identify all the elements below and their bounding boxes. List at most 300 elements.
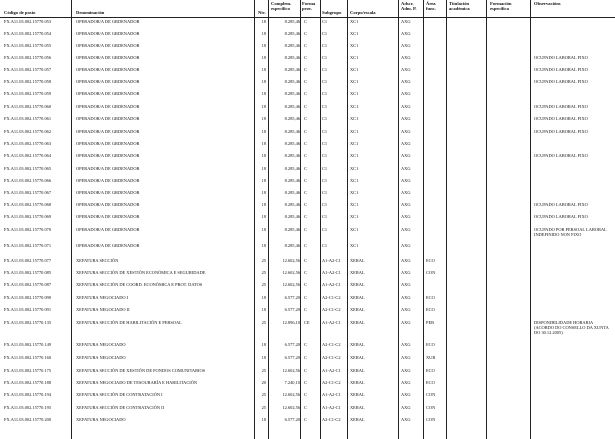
- table-row: [0, 243, 615, 255]
- row-corpo: XC1: [350, 128, 359, 134]
- row-forma: C: [304, 416, 307, 422]
- row-obs: OCUPADO LABORAL FIXO: [534, 153, 588, 158]
- row-name: XEFATURA NEGOCIADO I: [76, 294, 129, 300]
- row-name: OPERADOR/A DE GRDENADOR: [76, 115, 140, 121]
- header-level: Niv.: [258, 10, 266, 15]
- row-code: FX.A11.03.002.15770.195: [4, 404, 52, 410]
- row-comp: 6.577,20: [284, 342, 300, 347]
- row-corpo: XC1: [350, 30, 359, 36]
- row-comp: 8.285,46: [284, 66, 300, 72]
- row-comp: 8.285,46: [284, 30, 300, 36]
- header-code: Código de posto: [4, 10, 36, 15]
- row-area: CON: [426, 416, 436, 422]
- row-corpo: XC1: [350, 202, 359, 207]
- table-row: [0, 104, 615, 116]
- row-name: OPERADOR/A DE GRDENADOR: [76, 91, 140, 96]
- row-obs: OCUPADO POR PERSOAL LABORAL INDEFINIDO NON FIXO: [534, 226, 607, 237]
- row-subgrupo: A1-A2-C1: [322, 319, 341, 325]
- row-adscr: AXG: [401, 78, 411, 84]
- row-forma: C: [304, 367, 307, 373]
- row-comp: 12.602,56: [282, 404, 300, 410]
- row-name: OPERADOR/A DE GRDENADOR: [76, 226, 140, 232]
- row-comp: 8.285,46: [284, 178, 300, 183]
- row-subgrupo: C1: [322, 165, 328, 171]
- row-name: OPERADOR/A DE GRDENADOR: [76, 78, 140, 84]
- column-divider: [398, 0, 399, 439]
- row-forma: C: [304, 30, 307, 36]
- row-adscr: AXG: [401, 214, 411, 219]
- row-subgrupo: A2-C1-C2: [322, 379, 341, 385]
- row-adscr: AXG: [401, 42, 411, 48]
- row-level: 20: [261, 379, 266, 385]
- column-divider: [300, 0, 301, 439]
- row-obs: OCUPADO LABORAL FIXO: [534, 78, 588, 84]
- row-code: FX.A11.03.002.15770.188: [4, 379, 52, 385]
- row-obs: OCUPADO LABORAL FIXO: [534, 202, 588, 207]
- row-code: FX.A11.03.002.15770.066: [4, 178, 52, 183]
- row-adscr: AXG: [401, 103, 411, 109]
- row-level: 18: [261, 190, 266, 195]
- row-adscr: AXG: [401, 342, 411, 347]
- header-forma: Forma prov.: [302, 1, 316, 12]
- row-obs: OCUPADO LABORAL FIXO: [534, 54, 588, 60]
- row-name: OPERADOR/A DE GRDENADOR: [76, 165, 140, 171]
- row-subgrupo: C1: [322, 214, 328, 219]
- row-name: XEFATURA NEGOCIADO: [76, 355, 126, 360]
- table-row: [0, 392, 615, 404]
- row-forma: C: [304, 391, 307, 397]
- row-level: 18: [261, 42, 266, 48]
- row-forma: C: [304, 66, 307, 72]
- row-corpo: XERAL: [350, 282, 365, 287]
- header-comp: Complem. específico: [271, 1, 292, 12]
- row-name: OPERADOR/A DE GRDENADOR: [76, 66, 140, 72]
- row-adscr: AXG: [401, 306, 411, 312]
- table-row: [0, 405, 615, 417]
- row-forma: C: [304, 153, 307, 158]
- row-forma: C: [304, 18, 307, 24]
- column-divider: [347, 0, 348, 439]
- row-subgrupo: C1: [322, 18, 328, 24]
- row-forma: C: [304, 42, 307, 48]
- row-forma: C: [304, 115, 307, 121]
- row-code: FX.A11.03.002.15770.058: [4, 78, 52, 84]
- row-forma: C: [304, 128, 307, 134]
- row-forma: C: [304, 258, 307, 263]
- row-corpo: XC1: [350, 243, 359, 248]
- row-forma: CE: [304, 319, 310, 325]
- row-subgrupo: A1-A2-C1: [322, 404, 341, 410]
- header-area: Área func.: [426, 1, 436, 12]
- row-name: OPERADOR/A DE GRDENADOR: [76, 243, 140, 248]
- row-subgrupo: C1: [322, 54, 328, 60]
- row-comp: 7.240,10: [284, 379, 300, 385]
- row-forma: C: [304, 103, 307, 109]
- row-name: OPERADOR/A DE GRDENADOR: [76, 178, 140, 183]
- row-name: OPERADOR/A DE GRDENADOR: [76, 128, 140, 134]
- row-code: FX.A11.03.002.15770.065: [4, 165, 52, 171]
- row-subgrupo: C1: [322, 78, 328, 84]
- column-divider: [71, 0, 72, 439]
- row-forma: C: [304, 294, 307, 300]
- column-divider: [268, 0, 269, 439]
- row-obs: OCUPADO LABORAL FIXO: [534, 128, 588, 134]
- row-area: CON: [426, 404, 436, 410]
- row-subgrupo: A1-A2-C1: [322, 282, 341, 287]
- column-divider: [423, 0, 424, 439]
- column-divider: [320, 0, 321, 439]
- row-level: 18: [261, 355, 266, 360]
- row-name: OPERADOR/A DE GRDENADOR: [76, 202, 140, 207]
- row-level: 25: [261, 270, 266, 275]
- row-comp: 8.285,46: [284, 78, 300, 84]
- row-subgrupo: C1: [322, 243, 328, 248]
- row-forma: C: [304, 379, 307, 385]
- row-subgrupo: A1-A2-C1: [322, 367, 341, 373]
- row-level: 25: [261, 258, 266, 263]
- table-row: [0, 43, 615, 55]
- row-forma: C: [304, 91, 307, 96]
- header-titulacion: Titulación académica: [449, 1, 470, 12]
- row-area: CON: [426, 270, 436, 275]
- table-row: [0, 355, 615, 367]
- row-comp: 12.602,56: [282, 367, 300, 373]
- row-adscr: AXG: [401, 270, 411, 275]
- row-comp: 8.285,46: [284, 91, 300, 96]
- row-code: FX.A11.03.002.15770.087: [4, 282, 52, 287]
- row-corpo: XERAL: [350, 379, 365, 385]
- row-code: FX.A11.03.002.15770.194: [4, 391, 52, 397]
- row-code: FX.A11.03.002.15770.070: [4, 226, 52, 232]
- row-adscr: AXG: [401, 178, 411, 183]
- row-comp: 8.285,46: [284, 243, 300, 248]
- table-row: [0, 55, 615, 67]
- table-row: [0, 342, 615, 354]
- row-adscr: AXG: [401, 54, 411, 60]
- row-name: XEFATURA SECCIÓN DE HABILITACIÓN E PERSOAL: [76, 319, 182, 325]
- row-forma: C: [304, 78, 307, 84]
- row-code: FX.A11.03.002.15770.068: [4, 202, 52, 207]
- row-subgrupo: A2-C1-C2: [322, 294, 341, 300]
- row-corpo: XC1: [350, 42, 359, 48]
- row-adscr: AXG: [401, 391, 411, 397]
- row-adscr: AXG: [401, 202, 411, 207]
- row-code: FX.A11.03.002.15770.149: [4, 342, 52, 347]
- row-forma: C: [304, 165, 307, 171]
- row-level: 18: [261, 226, 266, 232]
- row-subgrupo: A2-C1-C2: [322, 416, 341, 422]
- table-row: [0, 153, 615, 165]
- row-name: XEFATURA SECCIÓN DE CONTRATACIÓN II: [76, 404, 165, 410]
- row-name: XEFATURA SECCIÓN DE CONTRATACIÓN I: [76, 391, 163, 397]
- row-forma: C: [304, 342, 307, 347]
- row-adscr: AXG: [401, 91, 411, 96]
- row-code: FX.A11.03.002.15770.090: [4, 294, 52, 300]
- row-comp: 8.285,46: [284, 54, 300, 60]
- table-row: [0, 368, 615, 380]
- row-comp: 8.285,46: [284, 141, 300, 146]
- row-level: 18: [261, 178, 266, 183]
- row-adscr: AXG: [401, 243, 411, 248]
- row-area: XUR: [426, 355, 436, 360]
- row-code: FX.A11.03.002.15770.061: [4, 115, 52, 121]
- row-obs: OCUPADO LABORAL FIXO: [534, 115, 588, 121]
- table-row: [0, 31, 615, 43]
- row-name: OPERADOR/A DE GRDENADOR: [76, 103, 140, 109]
- row-comp: 12.602,56: [282, 282, 300, 287]
- row-forma: C: [304, 226, 307, 232]
- row-forma: C: [304, 243, 307, 248]
- row-adscr: AXG: [401, 66, 411, 72]
- row-level: 18: [261, 306, 266, 312]
- table-row: [0, 91, 615, 103]
- row-name: XEFATURA SECCIÓN DE XESTIÓN ECONÓMICA E SEGURIDADE: [76, 270, 206, 275]
- row-corpo: XERAL: [350, 294, 365, 300]
- row-adscr: AXG: [401, 294, 411, 300]
- row-adscr: AXG: [401, 128, 411, 134]
- row-level: 18: [261, 294, 266, 300]
- row-subgrupo: A1-A2-C1: [322, 258, 341, 263]
- row-adscr: AXG: [401, 282, 411, 287]
- row-comp: 12.602,56: [282, 270, 300, 275]
- row-comp: 8.285,46: [284, 190, 300, 195]
- table-row: [0, 166, 615, 178]
- row-corpo: XC1: [350, 178, 359, 183]
- row-area: ECO: [426, 294, 435, 300]
- row-subgrupo: C1: [322, 153, 328, 158]
- row-code: FX.A11.03.002.15770.059: [4, 91, 52, 96]
- row-code: FX.A11.03.002.15770.071: [4, 243, 52, 248]
- row-subgrupo: A1-A2-C1: [322, 270, 341, 275]
- row-name: XEFATURA NEGOCIADO II: [76, 306, 130, 312]
- row-area: ECO: [426, 342, 435, 347]
- row-adscr: AXG: [401, 190, 411, 195]
- row-area: ECO: [426, 367, 435, 373]
- row-forma: C: [304, 306, 307, 312]
- row-comp: 6.577,20: [284, 355, 300, 360]
- row-code: FX.A11.03.002.15770.069: [4, 214, 52, 219]
- row-code: FX.A11.03.002.15770.160: [4, 355, 52, 360]
- row-code: FX.A11.03.002.15770.135: [4, 319, 52, 325]
- row-corpo: XC1: [350, 103, 359, 109]
- table-row: [0, 129, 615, 141]
- table-row: [0, 380, 615, 392]
- header-subgrupo: Subgrupo: [322, 10, 342, 15]
- row-subgrupo: C1: [322, 190, 328, 195]
- header-obs: Observacións: [534, 1, 561, 6]
- row-comp: 8.285,46: [284, 165, 300, 171]
- row-subgrupo: C1: [322, 141, 328, 146]
- row-comp: 8.285,46: [284, 103, 300, 109]
- row-subgrupo: A2-C1-C2: [322, 306, 341, 312]
- row-name: OPERADOR/A DE GRDENADOR: [76, 214, 140, 219]
- table-row: [0, 295, 615, 307]
- table-row: [0, 319, 615, 335]
- row-obs: OCUPADO LABORAL FIXO: [534, 103, 588, 109]
- row-level: 25: [261, 282, 266, 287]
- row-subgrupo: C1: [322, 226, 328, 232]
- header-corpo: Corpo/escala: [350, 10, 376, 15]
- row-code: FX.A11.03.002.15770.064: [4, 153, 52, 158]
- row-name: XEFATURA NEGOCIADO DE TESOURARÍA E HABILITACIÓN: [76, 379, 198, 385]
- row-comp: 6.577,20: [284, 306, 300, 312]
- row-comp: 12.602,56: [282, 391, 300, 397]
- row-forma: C: [304, 214, 307, 219]
- header-divider: [0, 17, 615, 18]
- row-subgrupo: C1: [322, 30, 328, 36]
- row-level: 18: [261, 416, 266, 422]
- row-comp: 6.577,20: [284, 294, 300, 300]
- table-row: [0, 282, 615, 294]
- row-level: 18: [261, 18, 266, 24]
- row-corpo: XERAL: [350, 258, 365, 263]
- row-code: FX.A11.03.002.15770.067: [4, 190, 52, 195]
- row-adscr: AXG: [401, 319, 411, 325]
- row-name: XEFATURA SECCIÓN DE XESTIÓN DE FONDOS COMUNITARIOS: [76, 367, 206, 373]
- table-row: [0, 116, 615, 128]
- row-adscr: AXG: [401, 258, 411, 263]
- row-subgrupo: C1: [322, 42, 328, 48]
- row-corpo: XC1: [350, 78, 359, 84]
- row-level: 18: [261, 54, 266, 60]
- row-comp: 8.285,46: [284, 214, 300, 219]
- row-forma: C: [304, 270, 307, 275]
- row-comp: 6.577,20: [284, 416, 300, 422]
- row-adscr: AXG: [401, 18, 411, 24]
- row-level: 18: [261, 103, 266, 109]
- row-code: FX.A11.03.002.15770.077: [4, 258, 52, 263]
- row-name: OPERADOR/A DE GRDENADOR: [76, 42, 140, 48]
- row-adscr: AXG: [401, 115, 411, 121]
- row-corpo: XC1: [350, 153, 359, 158]
- row-name: XEFATURA NEGOCIADO: [76, 342, 126, 347]
- row-level: 18: [261, 66, 266, 72]
- row-forma: C: [304, 202, 307, 207]
- row-code: FX.A11.03.002.15770.057: [4, 66, 52, 72]
- row-adscr: AXG: [401, 141, 411, 146]
- row-corpo: XC1: [350, 18, 359, 24]
- row-name: XEFATURA SECCIÓN: [76, 258, 119, 263]
- table-row: [0, 141, 615, 153]
- row-level: 18: [261, 141, 266, 146]
- row-forma: C: [304, 178, 307, 183]
- row-adscr: AXG: [401, 153, 411, 158]
- row-corpo: XC1: [350, 165, 359, 171]
- row-corpo: XERAL: [350, 367, 365, 373]
- row-forma: C: [304, 404, 307, 410]
- row-corpo: XC1: [350, 141, 359, 146]
- row-forma: C: [304, 141, 307, 146]
- row-corpo: XERAL: [350, 416, 365, 422]
- row-comp: 8.285,46: [284, 128, 300, 134]
- row-level: 18: [261, 214, 266, 219]
- column-divider: [254, 0, 255, 439]
- row-obs: OCUPADO LABORAL FIXO: [534, 66, 588, 72]
- row-subgrupo: A2-C1-C2: [322, 355, 341, 360]
- row-name: OPERADOR/A DE GRDENADOR: [76, 54, 140, 60]
- row-area: ECO: [426, 258, 435, 263]
- table-row: [0, 190, 615, 202]
- row-level: 18: [261, 128, 266, 134]
- row-level: 25: [261, 319, 266, 325]
- row-name: XEFATURA SECCIÓN DE COORD. ECONÓMICA E PROT. DATOS: [76, 282, 203, 287]
- header-adscr: Adscr. Adm. P.: [401, 1, 417, 12]
- row-area: ECO: [426, 379, 435, 385]
- row-corpo: XERAL: [350, 404, 365, 410]
- row-corpo: XC1: [350, 190, 359, 195]
- row-code: FX.A11.03.002.15770.063: [4, 141, 52, 146]
- row-corpo: XERAL: [350, 355, 365, 360]
- table-row: [0, 227, 615, 239]
- row-corpo: XERAL: [350, 342, 365, 347]
- row-area: ECO: [426, 306, 435, 312]
- row-subgrupo: C1: [322, 103, 328, 109]
- row-corpo: XC1: [350, 214, 359, 219]
- row-adscr: AXG: [401, 404, 411, 410]
- row-comp: 8.285,46: [284, 18, 300, 24]
- table-row: [0, 307, 615, 319]
- row-subgrupo: A1-A2-C1: [322, 391, 341, 397]
- row-subgrupo: C1: [322, 128, 328, 134]
- row-corpo: XC1: [350, 115, 359, 121]
- row-code: FX.A11.03.002.15770.200: [4, 416, 52, 422]
- table-row: [0, 202, 615, 214]
- row-level: 18: [261, 342, 266, 347]
- row-subgrupo: C1: [322, 202, 328, 207]
- row-area: PER: [426, 319, 435, 325]
- row-forma: C: [304, 54, 307, 60]
- row-level: 18: [261, 30, 266, 36]
- row-level: 18: [261, 202, 266, 207]
- row-adscr: AXG: [401, 30, 411, 36]
- row-name: OPERADOR/A DE GRDENADOR: [76, 153, 140, 158]
- row-subgrupo: C1: [322, 66, 328, 72]
- row-level: 18: [261, 78, 266, 84]
- table-row: [0, 79, 615, 91]
- row-obs: DISPONIBILIDADE HORARIA (ACORDO DO CONSELLO DA XUNTA DO 30.12.2005): [534, 319, 609, 335]
- row-corpo: XC1: [350, 91, 359, 96]
- table-row: [0, 67, 615, 79]
- row-code: FX.A11.03.002.15770.055: [4, 42, 52, 48]
- row-adscr: AXG: [401, 165, 411, 171]
- row-level: 18: [261, 153, 266, 158]
- row-code: FX.A11.03.002.15770.053: [4, 18, 52, 24]
- row-subgrupo: C1: [322, 91, 328, 96]
- table-row: [0, 258, 615, 270]
- column-divider: [486, 0, 487, 439]
- header-name: Denominación: [76, 10, 105, 15]
- row-corpo: XERAL: [350, 319, 365, 325]
- row-adscr: AXG: [401, 355, 411, 360]
- row-comp: 8.285,46: [284, 115, 300, 121]
- row-obs: OCUPADO LABORAL FIXO: [534, 214, 588, 219]
- table-row: [0, 19, 615, 31]
- row-name: OPERADOR/A DE GRDENADOR: [76, 30, 140, 36]
- row-code: FX.A11.03.002.15770.060: [4, 103, 52, 109]
- row-level: 25: [261, 391, 266, 397]
- row-subgrupo: A2-C1-C2: [322, 342, 341, 347]
- column-divider: [530, 0, 531, 439]
- row-corpo: XERAL: [350, 306, 365, 312]
- row-corpo: XC1: [350, 66, 359, 72]
- row-forma: C: [304, 355, 307, 360]
- row-subgrupo: C1: [322, 178, 328, 183]
- row-comp: 8.285,46: [284, 153, 300, 158]
- row-forma: C: [304, 282, 307, 287]
- table-row: [0, 214, 615, 226]
- row-corpo: XC1: [350, 226, 359, 232]
- row-code: FX.A11.03.002.15770.054: [4, 30, 52, 36]
